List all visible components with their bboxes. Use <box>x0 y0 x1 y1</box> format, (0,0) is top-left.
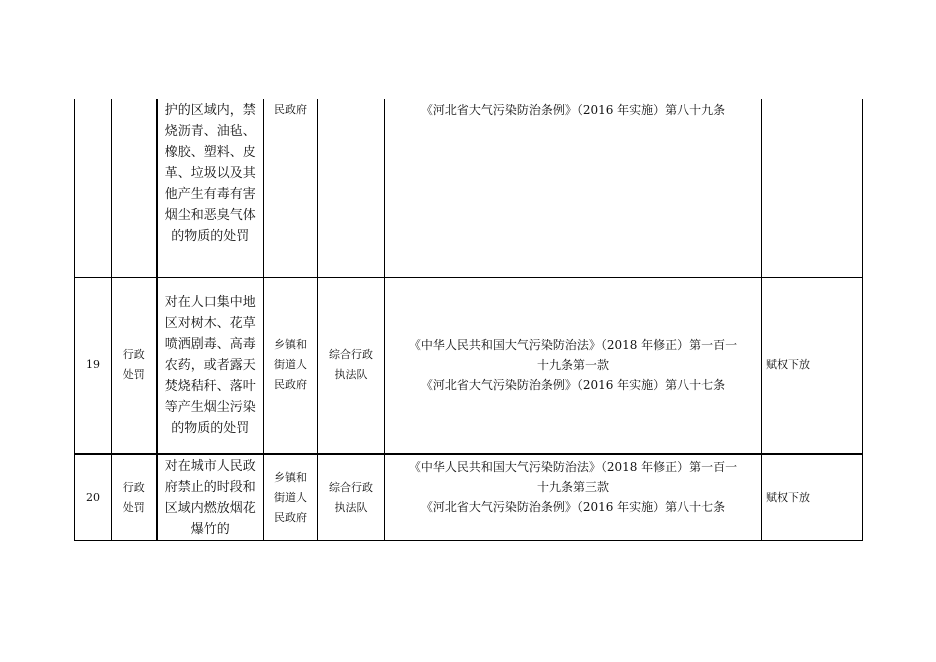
legal-basis-cell <box>385 99 762 277</box>
row-number-cell: 19 <box>75 277 112 454</box>
basis-line: 《河北省大气污染防治条例》（2016 年实施）第八十九条 <box>420 103 726 117</box>
table-row <box>75 454 863 541</box>
basis-line: 十九条第一款 <box>536 358 609 373</box>
basis-line: 《河北省大气污染防治条例》（2016 年实施）第八十七条 <box>420 500 726 514</box>
table-row <box>75 277 863 454</box>
unit-cell <box>318 454 385 541</box>
category-line: 处罚 <box>122 500 145 514</box>
subject-line: 乡镇和 <box>274 470 307 484</box>
note-cell <box>762 99 863 277</box>
subject-line: 乡镇和 <box>274 338 307 352</box>
note-cell: 赋权下放 <box>762 277 863 454</box>
subject-line: 民政府 <box>274 103 307 116</box>
row-number-cell: 20 <box>75 454 112 541</box>
row-number-cell <box>75 99 112 277</box>
unit-cell <box>318 99 385 277</box>
subject-line: 民政府 <box>274 378 307 392</box>
unit-line: 综合行政 <box>329 480 373 494</box>
subject-cell <box>264 277 318 454</box>
matter-cell: 对在人口集中地区对树木、花草喷洒剧毒、高毒农药，或者露天焚烧秸秆、落叶等产生烟尘污染的物质的处罚 <box>157 277 264 454</box>
authority-list-table <box>74 99 863 541</box>
category-line: 处罚 <box>122 368 145 382</box>
category-line: 行政 <box>122 348 145 362</box>
category-cell <box>112 454 157 541</box>
basis-line: 《中华人民共和国大气污染防治法》（2018 年修正）第一百一 <box>408 460 738 474</box>
legal-basis-cell <box>385 277 762 454</box>
basis-line: 《中华人民共和国大气污染防治法》（2018 年修正）第一百一 <box>408 338 738 353</box>
matter-cell: 护的区域内，禁烧沥青、油毡、橡胶、塑料、皮革、垃圾以及其他产生有毒有害烟尘和恶臭气体的物质的处罚 <box>157 99 264 277</box>
subject-line: 街道人 <box>274 490 307 504</box>
unit-line: 执法队 <box>334 500 368 514</box>
basis-line: 《河北省大气污染防治条例》（2016 年实施）第八十七条 <box>420 378 726 393</box>
category-cell <box>112 277 157 454</box>
matter-cell: 对在城市人民政府禁止的时段和区域内燃放烟花爆竹的 <box>157 454 264 541</box>
subject-cell <box>264 454 318 541</box>
note-cell: 赋权下放 <box>762 454 863 541</box>
legal-basis-cell <box>385 454 762 541</box>
basis-line: 十九条第三款 <box>536 480 609 494</box>
unit-line: 执法队 <box>334 368 368 382</box>
category-cell <box>112 99 157 277</box>
subject-cell <box>264 99 318 277</box>
subject-line: 民政府 <box>274 510 307 524</box>
unit-cell <box>318 277 385 454</box>
table-row <box>75 99 863 277</box>
unit-line: 综合行政 <box>329 348 373 362</box>
subject-line: 街道人 <box>274 358 307 372</box>
category-line: 行政 <box>122 480 145 494</box>
